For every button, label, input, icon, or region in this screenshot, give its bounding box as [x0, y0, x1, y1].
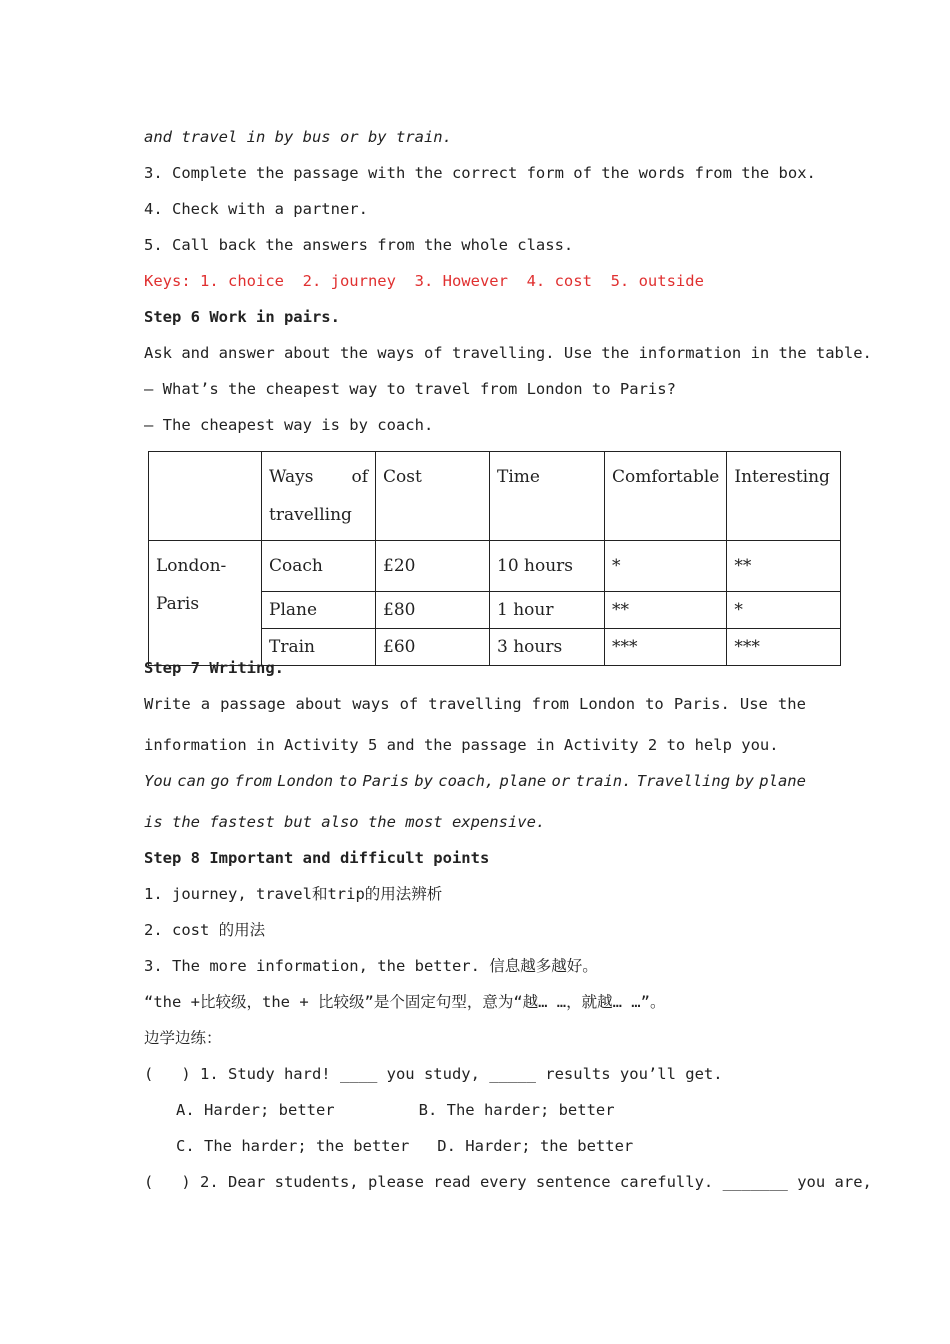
justified-line: [144, 771, 806, 791]
word: or: [551, 772, 571, 790]
table-cell: Coach: [262, 541, 376, 592]
table-cell: **: [727, 541, 841, 592]
header-text: of: [351, 467, 368, 487]
word: go: [210, 772, 230, 790]
question-line: ( ) 2. Dear students, please read every sentence carefully. _______ you are,: [144, 1173, 872, 1191]
travel-table: [148, 451, 841, 666]
table-cell: 1 hour: [490, 592, 605, 629]
text-line: 1. journey, travel和trip的用法辨析: [144, 885, 443, 903]
word: Write: [144, 695, 191, 713]
header-text: Ways: [269, 467, 314, 487]
table-header-time: Time: [490, 452, 605, 541]
table-header-ways: [262, 452, 376, 541]
word: London: [277, 772, 334, 790]
word: to: [645, 695, 664, 713]
text-line: 3. Complete the passage with the correct form of the words from the box.: [144, 164, 816, 182]
word: by: [735, 772, 755, 790]
word: a: [200, 695, 211, 713]
dialogue-question: — What’s the cheapest way to travel from London to Paris?: [144, 380, 676, 398]
options-line: A. Harder; better B. The harder; better: [176, 1101, 615, 1119]
table-cell: ***: [727, 629, 841, 666]
word: plane: [759, 772, 806, 790]
table-cell: Plane: [262, 592, 376, 629]
table-cell: **: [605, 592, 727, 629]
text-line: information in Activity 5 and the passage in Activity 2 to help you.: [144, 736, 779, 754]
word: You: [144, 772, 172, 790]
text-line: and travel in by bus or by train.: [144, 128, 452, 146]
text-line: Ask and answer about the ways of travelling. Use the information in the table.: [144, 344, 872, 362]
step-heading: Step 8 Important and difficult points: [144, 849, 490, 867]
word: from: [531, 695, 569, 713]
word: passage: [220, 695, 286, 713]
table-header-interesting: Interesting: [727, 452, 841, 541]
table-cell: £20: [376, 541, 490, 592]
table-header-cost: Cost: [376, 452, 490, 541]
table-header-comfortable: Comfortable: [605, 452, 727, 541]
table-cell: ***: [605, 629, 727, 666]
text-line: is the fastest but also the most expensive.: [144, 813, 546, 831]
dialogue-answer: — The cheapest way is by coach.: [144, 416, 434, 434]
word: London: [579, 695, 636, 713]
word: coach,: [438, 772, 495, 790]
table-cell: £80: [376, 592, 490, 629]
word: ways: [352, 695, 390, 713]
word: Use: [739, 695, 768, 713]
text-line: 2. cost 的用法: [144, 921, 266, 939]
route-text: Paris: [156, 594, 200, 614]
word: train.: [575, 772, 632, 790]
word: from: [234, 772, 272, 790]
text-line: 5. Call back the answers from the whole class.: [144, 236, 574, 254]
word: about: [295, 695, 343, 713]
text-line: 3. The more information, the better. 信息越多越好。: [144, 957, 598, 975]
text-line: 4. Check with a partner.: [144, 200, 368, 218]
justified-line: [144, 694, 806, 714]
table-cell: *: [605, 541, 727, 592]
step-heading: Step 7 Writing.: [144, 659, 284, 677]
word: travelling: [428, 695, 522, 713]
word: Paris: [362, 772, 410, 790]
table-cell: *: [727, 592, 841, 629]
table-cell: 10 hours: [490, 541, 605, 592]
header-text: travelling: [269, 505, 352, 525]
table-cell: £60: [376, 629, 490, 666]
word: Paris.: [673, 695, 730, 713]
answer-keys: Keys: 1. choice 2. journey 3. However 4. cost 5. outside: [144, 272, 704, 290]
word: to: [338, 772, 358, 790]
table-cell: 3 hours: [490, 629, 605, 666]
table-corner-cell: [149, 452, 262, 541]
question-line: ( ) 1. Study hard! ____ you study, _____ results you’ll get.: [144, 1065, 723, 1083]
word: plane: [499, 772, 547, 790]
route-text: London-: [156, 556, 227, 576]
table-route-cell: [149, 541, 262, 666]
word: of: [399, 695, 419, 713]
word: Travelling: [636, 772, 731, 790]
text-line: 边学边练：: [144, 1029, 222, 1047]
word: by: [414, 772, 433, 790]
options-line: C. The harder; the better D. Harder; the better: [176, 1137, 634, 1155]
table-cell: Train: [262, 629, 376, 666]
word: the: [777, 695, 806, 713]
step-heading: Step 6 Work in pairs.: [144, 308, 340, 326]
word: can: [177, 772, 206, 790]
text-line: “the +比较级，the + 比较级”是个固定句型，意为“越… …，就越… …”。: [144, 993, 666, 1011]
